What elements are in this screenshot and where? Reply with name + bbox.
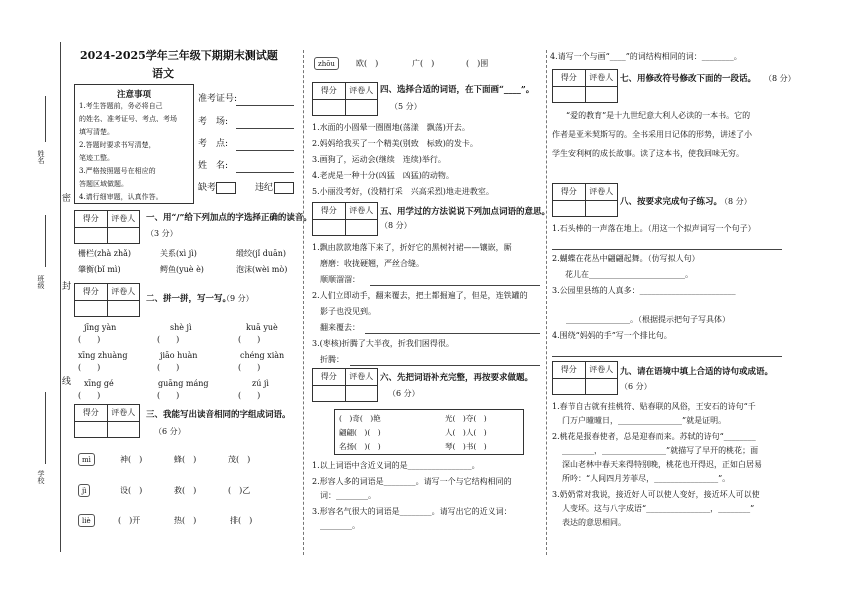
q3-item[interactable]: 蜂( ) [174,455,197,464]
q6-word[interactable]: ( )奇( )艳 [339,414,381,423]
score-box-q6: 得分 评卷人 [312,368,378,402]
seal-char-3: 线 [62,377,72,387]
notes-line: 3.严格按照题号在相应的 [79,167,156,175]
q2-blank[interactable]: ( ) [78,391,101,400]
exam-room-label: 考 场: [198,117,229,127]
q9-title: 九、请在语境中填上合适的诗句或成语。 [620,367,774,377]
q3-points: （6 分） [154,427,186,436]
q5-item: 折腾： [320,355,344,364]
q8-answer-line[interactable] [552,356,782,357]
q2-pinyin: guāng máng [158,379,209,388]
grader-label: 评卷人 [111,214,136,223]
violation-checkbox[interactable] [274,182,294,194]
q6-word[interactable]: 翩翩( )( ) [339,428,381,437]
q5-item: 顺顺溜溜： [320,275,360,284]
q4-item: 5.小丽没考好，(没精打采 兴高采烈)地走进教室。 [312,187,494,196]
q8-item[interactable]: ________________。（根据提示把句子写具体） [566,315,730,324]
q3-top-item[interactable]: 欧( ) [356,59,379,68]
q8-answer-line[interactable] [552,249,782,250]
q5-points: （8 分） [380,221,412,230]
q2-points: （9 分） [222,294,254,303]
exam-number-field[interactable] [236,105,294,106]
q4-item: 3.画狗了，运动会(继续 连续)举行。 [312,155,446,164]
q2-pinyin: jiāo huàn [160,351,198,360]
q6-word[interactable]: 琴( )书( ) [445,442,487,451]
q9-item: 深山老林中春天来得特别晚，桃花也开得迟，正如白居易 [562,460,762,469]
notes-line: 的姓名、准考证号、考点、考场 [79,115,177,123]
q8-title: 八、按要求完成句子练习。 [620,197,723,207]
q5-answer-line[interactable] [350,365,540,366]
q8-item[interactable]: 3.公园里县练的人真多：________________________ [552,286,736,295]
q3-item[interactable]: 排( ) [230,516,253,525]
notes-line: 4.请行细审题，认真作答。 [79,193,163,201]
q6-points: （6 分） [388,389,420,398]
q9-item[interactable]: 门万户曈曈日，________________”就是证明。 [562,416,727,425]
score-box-q4: 得分 评卷人 [312,82,378,116]
exam-site-field[interactable] [236,150,294,151]
q7-points: （8 分） [764,74,796,83]
binding-line [60,42,61,552]
score-box-q8: 得分 评卷人 [552,183,618,217]
q2-pinyin: jīng yàn [84,323,117,332]
q6-item: 2.形容人多的词语是________。请写一个与它结构相同的 [312,477,512,486]
notes-title: 注意事项 [116,90,151,100]
q3-item[interactable]: ( )乙 [228,486,251,495]
q6-word[interactable]: 光( )夺( ) [445,414,487,423]
margin-school-label: 学校 [37,470,45,484]
q2-blank[interactable]: ( ) [238,391,261,400]
absent-label: 缺考 [198,183,217,193]
q6-item: 1.以上词语中含近义词的是________________。 [312,461,480,470]
q3-item[interactable]: 茂( ) [228,455,251,464]
q6-item-4: 4.请写一个与画“____”的词结构相同的词：________。 [550,52,742,61]
q6-item: 词：________。 [320,491,376,500]
q7-text: “爱的教育”是十九世纪意大利人必读的一本书。它的 [566,111,751,120]
q9-points: （6 分） [620,382,652,391]
q1-item: 栅栏(zhà zhǎ) [78,249,132,258]
q6-item: 3.形容名气很大的词语是________。请写出它的近义词： [312,507,512,516]
page-title: 2024-2025学年三年级下期期末测试题 [80,49,278,62]
q9-item: 表达的意思相同。 [562,518,626,527]
q4-item: 1.水面的小圆晕一圈圈地(荡漾 飘荡)开去。 [312,123,470,132]
notes-line: 2.答题时要求书写清楚， [79,141,156,149]
q3-top-pinyin-box: zhōu [314,57,339,70]
q2-pinyin: xīng zhuàng [78,351,128,360]
absent-checkbox[interactable] [216,182,236,194]
score-box-q1 [74,210,140,244]
q5-item: 2.人们立即动手，翻来覆去，把土都掘遍了，但是，连铁罐的 [312,291,528,300]
margin-name-line [45,96,46,142]
q4-item: 4.老虎是一种十分(凶猛 凶猛)的动物。 [312,171,454,180]
q1-points: （3 分） [146,229,178,238]
q2-blank[interactable]: ( ) [157,363,180,372]
q5-item: 影子也没见到。 [320,307,376,316]
q3-top-item[interactable]: ( )围 [466,59,489,68]
notes-line: 1.考生答题前，务必将自己 [79,102,163,110]
q1-item: 泡沫(wèi mò) [236,265,288,274]
q6-word-table [334,409,524,455]
q2-blank[interactable]: ( ) [78,363,101,372]
q8-item[interactable]: 花儿在________________________。 [565,270,693,279]
violation-label: 违纪 [255,183,274,193]
q1-item: 缎绞(jǐ duān) [236,249,287,258]
q5-answer-line[interactable] [365,333,540,334]
q1-item: 肇衡(bǐ mì) [78,265,121,274]
q8-item: 4.围绕“妈妈的手”写一个排比句。 [552,331,672,340]
margin-class-label: 班级 [37,275,45,289]
q7-title: 七、用修改符号修改下面的一段话。 [620,74,757,84]
q6-title: 六、先把词语补充完整，再按要求做题。 [380,373,534,383]
q8-item: 2.蝴蝶在花丛中翩翩起舞。（仿写拟人句） [552,254,700,263]
notes-line: 填写清楚。 [79,128,114,136]
q5-item: 3.(枣核)折腾了大半夜，折我们困得很。 [312,339,454,348]
score-box-q5: 得分 评卷人 [312,202,378,236]
q9-item[interactable]: ________，________________”就描写了早开的桃花；面 [562,446,759,455]
q2-pinyin: zú jì [252,379,269,388]
subject-title: 语文 [152,67,174,80]
q2-pinyin: shè jì [170,323,192,332]
q3-pinyin-box: mì [78,453,95,466]
q3-top-item[interactable]: 广( ) [412,59,435,68]
q9-item: 1.春节自古就有挂桃符、贴春联的风俗，王安石的诗句“千 [552,402,756,411]
q5-item: 翻来覆去： [320,323,360,332]
q2-pinyin: kuā yuè [246,323,278,332]
q3-item[interactable]: 热( ) [174,516,197,525]
q4-item: 2.妈妈给我买了一个精美(别致 标致)的发卡。 [312,139,478,148]
score-box-q7: 得分 评卷人 [552,69,618,103]
q1-item: 关系(xì jì) [160,249,197,258]
q9-item[interactable]: 人变坏。这与八字成语“________________，________” [562,504,755,513]
q2-pinyin: chéng xiàn [240,351,285,360]
q3-pinyin-box: liè [78,514,95,527]
margin-school-line [45,392,46,464]
q1-item: 鳄鱼(yuè è) [160,265,204,274]
exam-room-field[interactable] [236,128,294,129]
student-name-label: 姓 名: [198,161,229,171]
q5-answer-line[interactable] [370,285,540,286]
q6-item: ________。 [320,521,360,530]
q9-item[interactable]: 2.桃花是报春使者，总是迎春而来。苏轼的诗句“________ [552,432,756,441]
q2-pinyin: xīng gé [84,379,114,388]
q4-title: 四、选择合适的词语，在下面画“____”。 [380,85,535,95]
q3-item[interactable]: 设( ) [120,486,143,495]
exam-number-label: 准考证号: [198,94,238,104]
exam-site-label: 考 点: [198,139,229,149]
column-divider-1 [303,50,304,555]
seal-char-2: 封 [62,282,72,292]
q8-points: （8 分） [720,197,752,206]
q3-item[interactable]: 救( ) [174,486,197,495]
q3-item[interactable]: 神( ) [120,455,143,464]
q7-text: 作者是亚米契斯写的。全书采用日记体的形势，讲述了小 [552,130,752,139]
q8-item: 1.石头棒的一声落在地上。（用这一个拟声词写一个句子） [552,224,756,233]
q3-pinyin-box: jì [78,484,90,497]
score-box-q9: 得分 评卷人 [552,361,618,395]
column-divider-2 [546,50,547,555]
notes-line: 笔迹工整。 [79,154,114,162]
q2-blank[interactable]: ( ) [238,363,261,372]
q3-item[interactable]: ( )开 [118,516,141,525]
q6-word[interactable]: 名扬( )( ) [339,442,381,451]
q2-title: 二、拼一拼，写一写。 [146,294,232,304]
q5-item: 磨磨：收拢硬翘，严丝合缝。 [320,259,424,268]
q2-blank[interactable]: ( ) [238,335,261,344]
student-name-field[interactable] [236,172,294,173]
score-box-q2: 得分 评卷人 [74,283,140,317]
q2-blank[interactable]: ( ) [157,335,180,344]
q9-item: 3.奶奶常对我说，接近好人可以使人变好，接近坏人可以使 [552,490,760,499]
seal-char-1: 密 [62,194,72,204]
q2-blank[interactable]: ( ) [157,391,180,400]
notes-line: 答题区域做题。 [79,180,128,188]
q6-word[interactable]: 人( )人( ) [445,428,487,437]
margin-name-label: 姓名 [37,150,45,164]
q4-points: （5 分） [390,102,422,111]
q1-title: 一、用“/”给下列加点的字选择正确的读音。 [146,213,312,223]
score-label: 得分 [75,211,108,227]
margin-class-line [45,215,46,267]
q3-title: 三、我能写出读音相同的字组成词语。 [146,410,291,420]
q2-blank[interactable]: ( ) [78,335,101,344]
score-box-q3: 得分 评卷人 [74,404,140,438]
q5-item: 1.飘由款款地落下来了，折好它的黑树衬裙——镶嵌，厮 [312,243,512,252]
q7-text: 学生安利柯的成长故事。读了这本书，使我回味无穷。 [552,149,744,158]
q5-title: 五、用学过的方法说说下列加点词语的意思。 [380,207,551,217]
notes-box [74,84,194,204]
q9-item[interactable]: 所吟：“人间四月芳菲尽，________________”。 [562,474,731,483]
